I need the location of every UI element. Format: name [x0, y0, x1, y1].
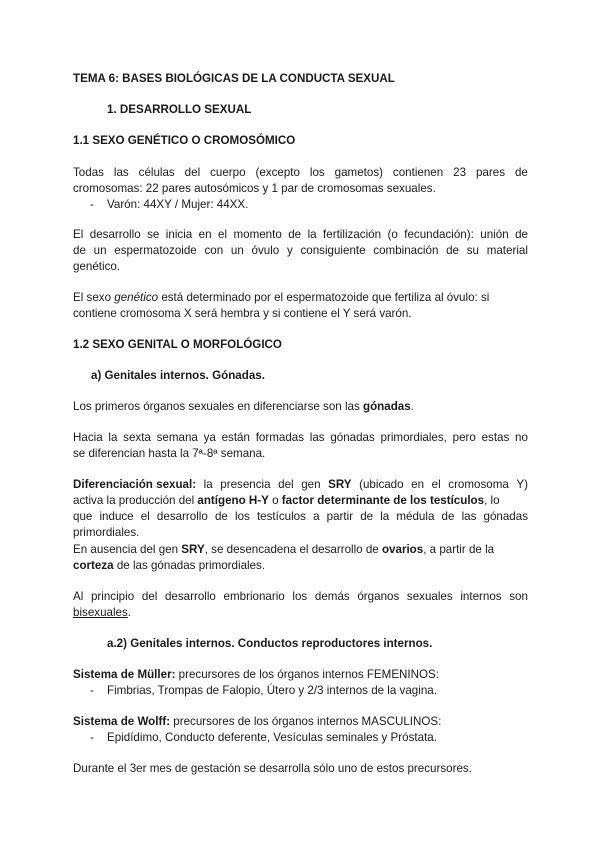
paragraph-line: [73, 226, 528, 243]
text-run: está determinado por el espermatozoide que fertiliza al óvulo: si: [158, 291, 490, 304]
word: pero: [452, 431, 476, 444]
word: la: [380, 510, 390, 523]
word: el: [218, 228, 228, 241]
word: espermatozoide: [114, 244, 197, 257]
bullet-item: Epidídimo, Conducto deferente, Vesículas seminales y Próstata.: [107, 731, 437, 744]
bullet-item: Fimbrias, Trompas de Falopio, Útero y 2/3 internos de la vagina.: [107, 684, 437, 697]
heading-conductos-reproductores: a.2) Genitales internos. Conductos reproductores internos.: [107, 637, 433, 650]
word: gametos): [334, 166, 383, 179]
word: ya: [203, 431, 216, 444]
word: de: [360, 510, 374, 523]
bold-term: gónadas: [363, 400, 411, 413]
word: los: [309, 166, 325, 179]
text-run: del: [278, 478, 294, 491]
word: están: [221, 431, 250, 444]
text-run: Y): [516, 478, 528, 491]
word: sexta: [123, 431, 151, 444]
text-run: gen: [301, 478, 321, 491]
word: desarrollo: [89, 228, 141, 241]
word: de: [514, 166, 528, 179]
word: los: [235, 510, 250, 523]
paragraph-line: [73, 164, 528, 181]
word: gónadas: [330, 431, 375, 444]
word: la: [307, 228, 317, 241]
word: órganos: [357, 590, 400, 603]
word: y: [286, 244, 293, 257]
bold-term: SRY: [328, 478, 352, 491]
word: material: [486, 244, 528, 257]
word: (excepto: [255, 166, 300, 179]
word: embrionario: [223, 590, 285, 603]
text-run: .: [410, 400, 414, 413]
word: del: [141, 590, 158, 603]
bullet-dash: -: [90, 731, 94, 744]
paragraph-line: [73, 398, 528, 415]
word: sexuales: [406, 590, 453, 603]
text-run: precursores de los órganos internos MASCULINOS:: [170, 715, 442, 728]
word: de: [73, 244, 86, 257]
paragraph-line: [73, 604, 528, 621]
word: que: [73, 510, 93, 523]
word: en: [198, 228, 212, 241]
word: pares: [475, 166, 505, 179]
text-run: (ubicado: [359, 478, 404, 491]
word: se: [147, 228, 160, 241]
word: inicia: [165, 228, 193, 241]
subsection-heading-sexo-genital: 1.2 SEXO GENITAL O MORFOLÓGICO: [73, 338, 282, 351]
word: las: [461, 510, 477, 523]
word: del: [184, 166, 201, 179]
paragraph-line: [73, 242, 528, 259]
bold-term: factor determinante de los testículos: [281, 494, 485, 507]
word: de: [441, 510, 455, 523]
word: a: [313, 510, 320, 523]
section-heading-desarrollo-sexual: 1. DESARROLLO SEXUAL: [107, 103, 252, 116]
word: internos: [460, 590, 502, 603]
paragraph-line: [73, 588, 528, 605]
bullet-dash: -: [90, 198, 94, 211]
text-run: cromosoma: [448, 478, 509, 491]
text-run: Los primeros órganos sexuales en diferenciarse son las: [73, 400, 363, 413]
text-run: en: [411, 478, 425, 491]
paragraph-line: cromosomas: 22 pares autosómicos y 1 par de cromosomas sexuales.: [73, 182, 436, 195]
word: unión: [480, 228, 509, 241]
paragraph-line: Durante el 3er mes de gestación se desarrolla sólo uno de estos precursores.: [73, 762, 472, 775]
text-run: .: [127, 606, 132, 619]
word: principio: [90, 590, 135, 603]
word: un: [230, 244, 244, 257]
word: desarrollo: [156, 510, 208, 523]
bold-term: antígeno H-Y: [197, 494, 269, 507]
paragraph-line: [73, 557, 528, 574]
word: de: [515, 228, 528, 241]
word: combinación: [373, 244, 439, 257]
word: el: [140, 510, 150, 523]
word: médula: [396, 510, 435, 523]
paragraph-line: [73, 476, 528, 493]
bold-term: Sistema de Wolff:: [73, 715, 171, 728]
word: las: [113, 166, 129, 179]
word: células: [138, 166, 175, 179]
text-run: de las gónadas primordiales.: [113, 559, 266, 572]
word: El: [73, 228, 84, 241]
italic-term: genético: [114, 291, 159, 304]
paragraph-line: genético.: [73, 260, 121, 273]
word: partir: [326, 510, 354, 523]
bold-term: Diferenciación sexual:: [73, 478, 197, 491]
bold-term: ovarios: [381, 543, 424, 556]
word: fecundación):: [404, 228, 474, 241]
paragraph-line: se diferencian hasta la 7ª-8ª semana.: [73, 447, 266, 460]
bold-term: SRY: [181, 543, 205, 556]
text-run: El sexo: [73, 291, 115, 304]
word: demás: [314, 590, 350, 603]
word: momento: [233, 228, 282, 241]
text-run: activa la producción del: [73, 494, 198, 507]
paragraph-line: contiene cromosoma X será hembra y si contiene el Y será varón.: [73, 307, 412, 320]
paragraph-line: [73, 429, 528, 446]
text-run: , se desencadena el desarrollo de: [204, 543, 382, 556]
word: desarrollo: [164, 590, 216, 603]
word: las: [309, 431, 325, 444]
word: un: [93, 244, 107, 257]
document-title: TEMA 6: BASES BIOLÓGICAS DE LA CONDUCTA SEXUAL: [73, 72, 395, 85]
paragraph-line: [73, 289, 528, 306]
word: los: [292, 590, 308, 603]
text-run: la: [203, 478, 213, 491]
heading-genitales-internos-gonadas: a) Genitales internos. Gónadas.: [91, 369, 265, 382]
word: de: [214, 510, 228, 523]
word: contienen: [392, 166, 444, 179]
subsection-heading-sexo-genetico: 1.1 SEXO GENÉTICO O CROMOSÓMICO: [73, 134, 296, 147]
bullet-dash: -: [90, 684, 94, 697]
word: (o: [387, 228, 398, 241]
word: formadas: [255, 431, 305, 444]
bullet-item: Varón: 44XY / Mujer: 44XX.: [107, 198, 249, 211]
word: induce: [99, 510, 134, 523]
paragraph-line: [73, 492, 528, 509]
word: la: [108, 431, 118, 444]
word: son: [509, 590, 528, 603]
word: Hacia: [73, 431, 103, 444]
word: no: [515, 431, 528, 444]
text-run: , lo: [484, 494, 500, 507]
word: testículos: [256, 510, 306, 523]
paragraph-line: [73, 713, 528, 730]
bold-term: Sistema de Müller:: [73, 668, 176, 681]
word: Todas: [73, 166, 104, 179]
text-run: , a partir de la: [423, 543, 495, 556]
word: cuerpo: [210, 166, 246, 179]
word: semana: [156, 431, 198, 444]
text-run: En ausencia del gen: [73, 543, 182, 556]
word: de: [446, 244, 460, 257]
word: estas: [481, 431, 510, 444]
word: consiguiente: [300, 244, 366, 257]
word: de: [288, 228, 302, 241]
paragraph-line: [73, 508, 528, 525]
word: gónadas: [483, 510, 528, 523]
word: 23: [453, 166, 467, 179]
word: con: [204, 244, 224, 257]
word: primordiales,: [380, 431, 447, 444]
word: óvulo: [251, 244, 280, 257]
word: su: [466, 244, 479, 257]
text-run: o: [268, 494, 282, 507]
bold-term: corteza: [73, 559, 114, 572]
word: fertilización: [323, 228, 382, 241]
underlined-term: bisexuales: [73, 606, 128, 619]
text-run: precursores de los órganos internos FEMENINOS:: [175, 668, 439, 681]
word: Al: [73, 590, 84, 603]
paragraph-line: [73, 666, 528, 683]
paragraph-line: [73, 541, 528, 558]
text-run: el: [431, 478, 441, 491]
paragraph-line: primordiales.: [73, 526, 140, 539]
text-run: presencia: [220, 478, 271, 491]
